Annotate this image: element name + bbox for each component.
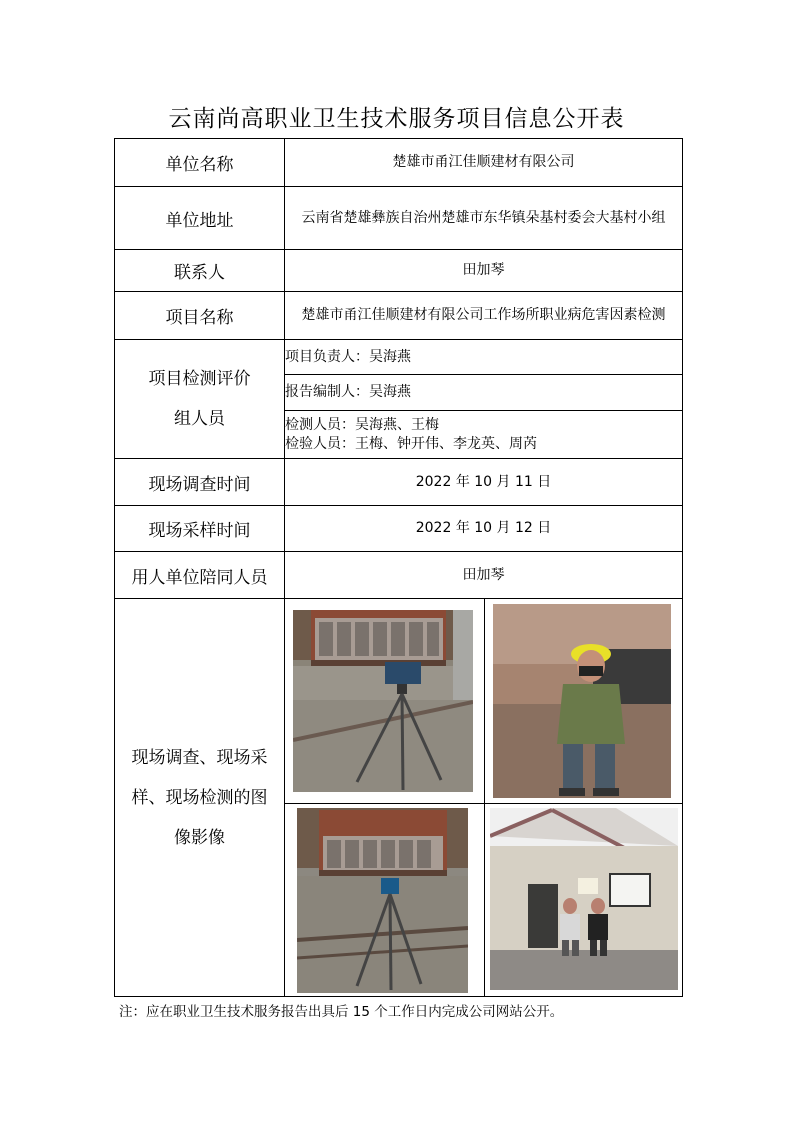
row-project-name — [115, 292, 683, 340]
accompany-label: 用人单位陪同人员 — [115, 552, 285, 599]
photo-building-staff — [490, 808, 678, 990]
unit-address-label: 单位地址 — [115, 187, 285, 250]
images-label-line1: 现场调查、现场采 — [131, 747, 268, 768]
team-testers: 检测人员：吴海燕、王梅 — [285, 416, 439, 433]
team-compiler: 报告编制人：吴海燕 — [285, 375, 683, 411]
footnote: 注：应在职业卫生技术服务报告出具后 15 个工作日内完成公司网站公开。 — [119, 1004, 564, 1020]
sampling-time-value: 2022 年 10 月 12 日 — [285, 506, 683, 552]
row-unit-address — [115, 187, 683, 250]
contact-label: 联系人 — [115, 250, 285, 292]
photo-kiln-tripod-2 — [297, 808, 468, 993]
row-contact — [115, 250, 683, 292]
team-testers-cell — [285, 411, 683, 459]
team-inspectors: 检验人员：王梅、钟开伟、李龙英、周芮 — [285, 435, 537, 452]
survey-time-value: 2022 年 10 月 11 日 — [285, 459, 683, 506]
team-leader: 项目负责人：吴海燕 — [285, 340, 683, 375]
page-title: 云南尚高职业卫生技术服务项目信息公开表 — [168, 106, 625, 132]
row-accompany — [115, 552, 683, 599]
row-sampling-time — [115, 506, 683, 552]
project-name-label: 项目名称 — [115, 292, 285, 340]
contact-value: 田加琴 — [285, 250, 683, 292]
row-survey-time — [115, 459, 683, 506]
project-name-value: 楚雄市甬江佳顺建材有限公司工作场所职业病危害因素检测 — [285, 292, 683, 340]
images-label-line3: 像影像 — [174, 827, 225, 848]
team-label — [115, 340, 285, 459]
unit-name-value: 楚雄市甬江佳顺建材有限公司 — [285, 139, 683, 187]
images-label — [115, 599, 285, 997]
survey-time-label: 现场调查时间 — [115, 459, 285, 506]
photo-worker — [493, 604, 671, 798]
row-unit-name — [115, 139, 683, 187]
team-label-line1: 项目检测评价 — [148, 369, 251, 389]
images-label-line2: 样、现场检测的图 — [131, 787, 268, 808]
row-team-leader — [115, 340, 683, 375]
team-label-line2: 组人员 — [174, 409, 225, 429]
unit-address-value: 云南省楚雄彝族自治州楚雄市东华镇朵基村委会大基村小组 — [285, 187, 683, 250]
photo-kiln-tripod-1 — [293, 610, 473, 792]
accompany-value: 田加琴 — [285, 552, 683, 599]
sampling-time-label: 现场采样时间 — [115, 506, 285, 552]
unit-name-label: 单位名称 — [115, 139, 285, 187]
